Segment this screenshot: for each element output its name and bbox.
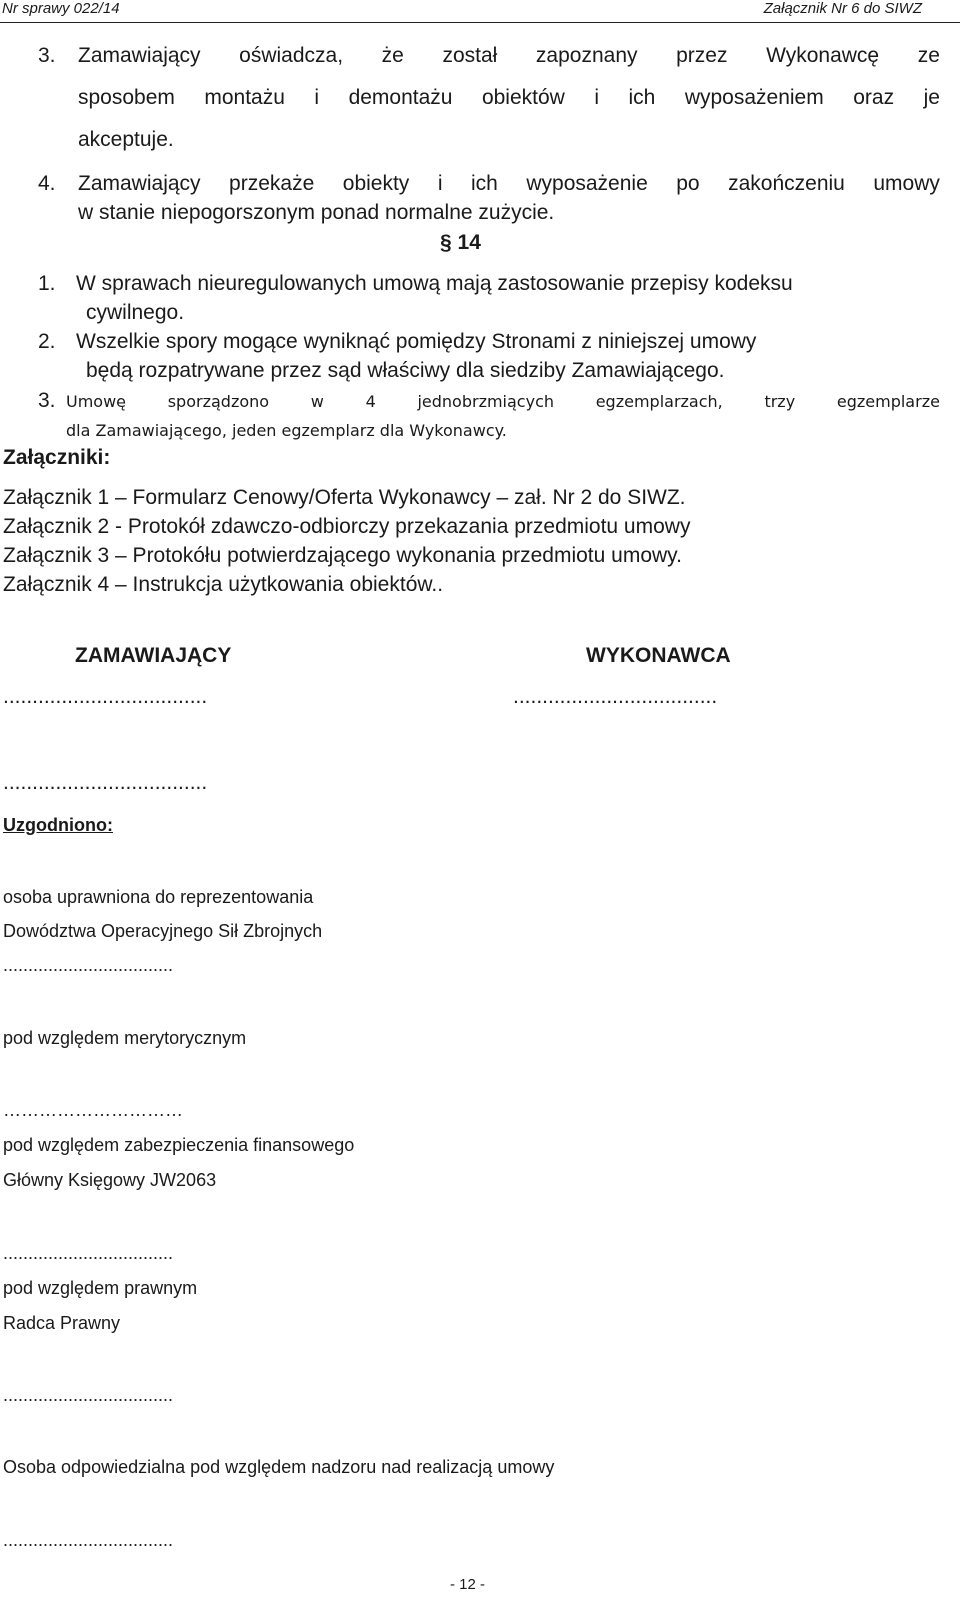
word: po (676, 172, 700, 195)
word: w (310, 392, 324, 411)
signature-dots: .................................. (3, 1530, 174, 1550)
word: obiektów (481, 86, 565, 109)
attachment-item: Załącznik 2 - Protokół zdawczo-odbiorczy przekazania przedmiotu umowy (3, 515, 691, 538)
signature-label-ordering-party: ZAMAWIAJĄCY (75, 644, 232, 667)
word: że (381, 44, 404, 67)
word: przez (676, 44, 728, 67)
signature-label-contractor: WYKONAWCA (586, 644, 731, 667)
item-3-line-3: akceptuje. (78, 128, 174, 151)
word: zapoznany (535, 44, 638, 67)
para-2-line-1: Wszelkie spory mogące wyniknąć pomiędzy Stronami z niniejszej umowy (76, 330, 757, 353)
para-2-number: 2. (38, 330, 56, 353)
signature-line: ................................... (3, 771, 208, 794)
para-1-line-2: cywilnego. (86, 301, 185, 324)
word: obiekty (342, 172, 410, 195)
word: i (437, 172, 443, 195)
page-number: - 12 - (450, 1576, 486, 1593)
para-3-line-1 (66, 392, 940, 411)
approval-line: Główny Księgowy JW2063 (3, 1170, 217, 1190)
para-2-line-2: będą rozpatrywane przez sąd właściwy dla siedziby Zamawiającego. (86, 359, 725, 382)
item-3-number: 3. (38, 44, 56, 67)
attachment-item: Załącznik 3 – Protokółu potwierdzającego wykonania przedmiotu umowy. (3, 544, 682, 567)
word: umowy (873, 172, 940, 195)
signature-dots: .................................. (3, 1385, 174, 1405)
word: ich (470, 172, 498, 195)
para-3-line-2: dla Zamawiającego, jeden egzemplarz dla Wykonawcy. (66, 421, 507, 440)
word: ze (917, 44, 940, 67)
word: Zamawiający (78, 172, 201, 195)
approval-line: Dowództwa Operacyjnego Sił Zbrojnych (3, 921, 323, 941)
approval-line: pod względem prawnym (3, 1278, 198, 1298)
item-4-number: 4. (38, 172, 56, 195)
word: trzy (764, 392, 796, 411)
approval-line: Osoba odpowiedzialna pod względem nadzoru nad realizacją umowy (3, 1457, 555, 1477)
section-title: § 14 (440, 231, 481, 254)
agreed-heading: Uzgodniono: (3, 815, 113, 835)
para-1-line-1: W sprawach nieuregulowanych umową mają zastosowanie przepisy kodeksu (76, 272, 793, 295)
word: przekaże (229, 172, 315, 195)
signature-dots: ………………………… (3, 1100, 183, 1120)
word: oraz (853, 86, 895, 109)
word: Umowę (66, 392, 127, 411)
word: je (923, 86, 940, 109)
attachment-item: Załącznik 4 – Instrukcja użytkowania obiektów.. (3, 573, 444, 596)
word: 4 (365, 392, 376, 411)
signature-dots: .................................. (3, 955, 174, 975)
approval-line: pod względem zabezpieczenia finansowego (3, 1135, 355, 1155)
word: wyposażenie (526, 172, 648, 195)
word: demontażu (348, 86, 453, 109)
word: montażu (204, 86, 285, 109)
item-3-line-2 (78, 86, 940, 110)
attachment-item: Załącznik 1 – Formularz Cenowy/Oferta Wykonawcy – zał. Nr 2 do SIWZ. (3, 486, 686, 509)
signature-line-ordering-party: ................................... (3, 685, 208, 708)
header-attachment-label: Załącznik Nr 6 do SIWZ (763, 0, 922, 17)
item-4-line-1 (78, 172, 940, 196)
word: sporządzono (167, 392, 270, 411)
word: oświadcza, (239, 44, 344, 67)
word: wyposażeniem (684, 86, 824, 109)
word: egzemplarze (836, 392, 940, 411)
word: ich (628, 86, 656, 109)
word: jednobrzmiących (417, 392, 554, 411)
signature-dots: .................................. (3, 1243, 174, 1263)
word: zakończeniu (728, 172, 845, 195)
approval-line: Radca Prawny (3, 1313, 121, 1333)
word: sposobem (78, 86, 175, 109)
approval-line: osoba uprawniona do reprezentowania (3, 887, 314, 907)
word: Zamawiający (78, 44, 201, 67)
word: i (594, 86, 599, 109)
item-3-line-1 (78, 44, 940, 68)
approval-line: pod względem merytorycznym (3, 1028, 247, 1048)
word: egzemplarzach, (595, 392, 723, 411)
header-case-number: Nr sprawy 022/14 (2, 0, 120, 17)
header-divider (0, 22, 960, 23)
signature-line-contractor: ................................... (513, 685, 718, 708)
para-1-number: 1. (38, 272, 56, 295)
word: Wykonawcę (766, 44, 880, 67)
word: i (314, 86, 320, 109)
attachments-heading: Załączniki: (3, 446, 111, 469)
para-3-number: 3. (38, 389, 56, 412)
item-4-line-2: w stanie niepogorszonym ponad normalne zużycie. (78, 201, 555, 224)
word: został (442, 44, 498, 67)
